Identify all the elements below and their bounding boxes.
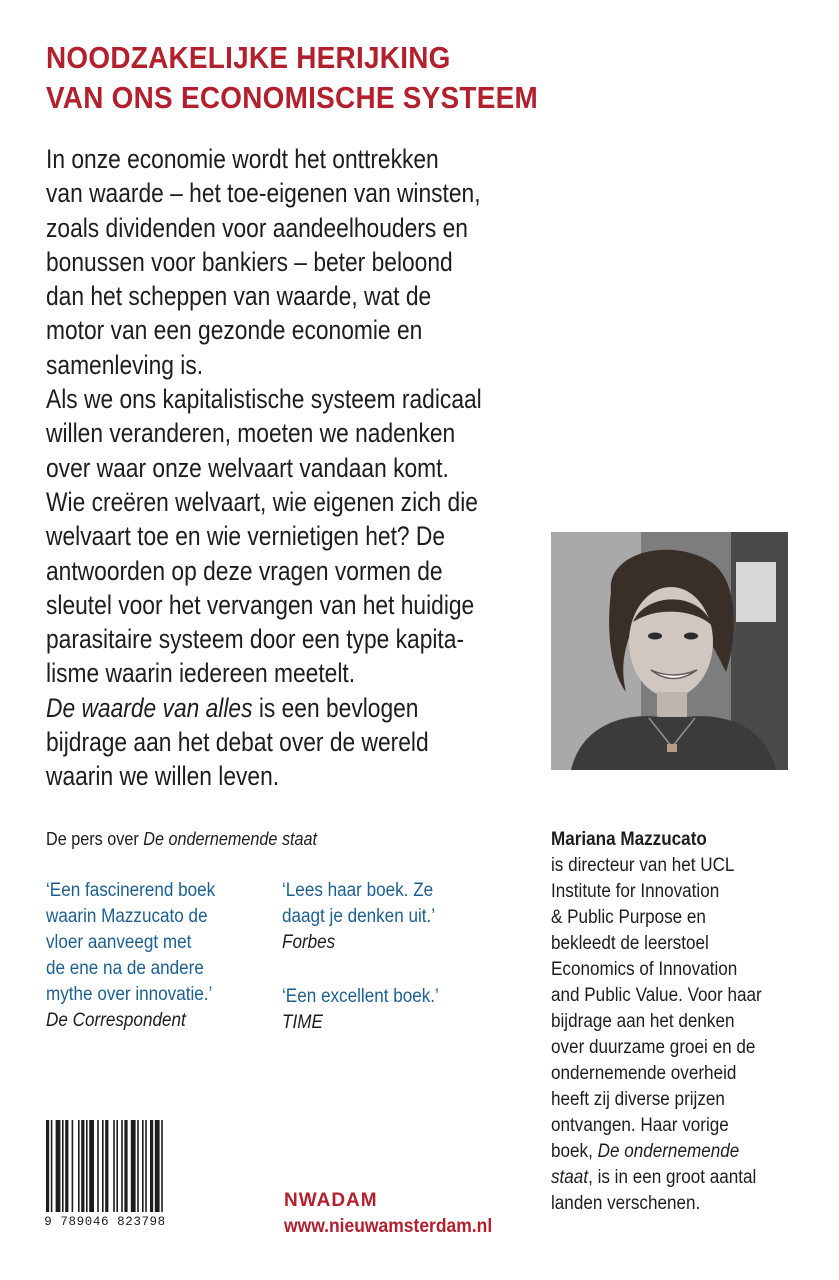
bio-line-prev-book-end — [551, 1165, 785, 1191]
bio-line-prev-book — [551, 1139, 785, 1165]
bio-line: Institute for Innovation — [551, 881, 720, 902]
quote-line: ‘Een fascinerend boek — [46, 880, 216, 901]
publisher-logo: NWADAM — [284, 1190, 378, 1211]
bio-line: and Public Value. Voor haar — [551, 985, 762, 1006]
author-name: Mariana Mazzucato — [551, 829, 707, 850]
quote-line: daagt je denken uit.’ — [282, 906, 436, 927]
press-quote-correspondent — [46, 878, 215, 1034]
press-intro: De pers over — [46, 829, 144, 849]
quote-line: ‘Lees haar boek. Ze — [282, 880, 434, 901]
blurb — [46, 142, 482, 794]
quote-source: De Correspondent — [46, 1010, 186, 1031]
blurb-line: antwoorden op deze vragen vormen de — [46, 555, 443, 586]
blurb-line: over waar onze welvaart vandaan komt. — [46, 452, 449, 483]
blurb-line: van waarde – het toe-eigenen van winsten, — [46, 178, 481, 209]
quote-source: TIME — [282, 1012, 323, 1033]
barcode-bars — [40, 1120, 170, 1216]
blurb-line: In onze economie wordt het onttrekken — [46, 144, 439, 174]
blurb-line: Als we ons kapitalistische systeem radicaal — [46, 384, 482, 415]
quote-line: mythe over innovatie.’ — [46, 984, 213, 1005]
isbn-digits: 9 789046 823798 — [44, 1215, 166, 1229]
press-quote-time — [282, 984, 439, 1036]
bio-line: bijdrage aan het denken — [551, 1011, 735, 1032]
quote-source: Forbes — [282, 932, 336, 953]
blurb-line: waarin we willen leven. — [46, 761, 280, 792]
quote-line: de ene na de andere — [46, 958, 204, 979]
blurb-line: samenleving is. — [46, 349, 204, 380]
headline-line-1: NOODZAKELIJKE HERIJKING — [46, 40, 451, 75]
author-bio — [551, 827, 785, 1217]
prev-book-title-end: staat — [551, 1167, 589, 1188]
bio-line: ontvangen. Haar vorige — [551, 1115, 729, 1136]
press-quote-forbes — [282, 878, 435, 956]
bio-line: landen verschenen. — [551, 1193, 701, 1214]
blurb-line: bijdrage aan het debat over de wereld — [46, 727, 429, 758]
bio-line: heeft zij diverse prijzen — [551, 1089, 725, 1110]
blurb-line-title — [46, 691, 476, 725]
publisher-url[interactable]: www.nieuwamsterdam.nl — [284, 1216, 493, 1237]
bio-line: is directeur van het UCL — [551, 855, 735, 876]
bio-line: Economics of Innovation — [551, 959, 738, 980]
press-heading — [46, 827, 317, 851]
quote-line: ‘Een excellent boek.’ — [282, 986, 439, 1007]
bio-line: bekleedt de leerstoel — [551, 933, 709, 954]
headline-line-2: VAN ONS ECONOMISCHE SYSTEEM — [46, 80, 538, 115]
blurb-line: willen veranderen, moeten we nadenken — [46, 418, 456, 449]
press-book-title: De ondernemende staat — [143, 829, 318, 849]
bio-line: over duurzame groei en de — [551, 1037, 756, 1058]
bio-text: boek, — [551, 1141, 598, 1162]
quote-line: waarin Mazzucato de — [46, 906, 208, 927]
blurb-line: dan het scheppen van waarde, wat de — [46, 281, 432, 312]
blurb-line: parasitaire systeem door een type kapita- — [46, 624, 465, 655]
book-title-italic: De waarde van alles — [46, 692, 253, 723]
blurb-line-after-title: is een bevlogen — [252, 692, 419, 723]
bio-line: ondernemende overheid — [551, 1063, 737, 1084]
blurb-line: bonussen voor bankiers – beter beloond — [46, 246, 453, 277]
bio-line: & Public Purpose en — [551, 907, 706, 928]
blurb-line: Wie creëren welvaart, wie eigenen zich die — [46, 486, 478, 517]
isbn-barcode — [40, 1120, 170, 1244]
blurb-line: sleutel voor het vervangen van het huidige — [46, 589, 475, 620]
prev-book-title: De ondernemende — [597, 1141, 740, 1162]
blurb-line: lisme waarin iedereen meetelt. — [46, 658, 356, 689]
blurb-line: zoals dividenden voor aandeelhouders en — [46, 212, 468, 243]
quote-line: vloer aanveegt met — [46, 932, 192, 953]
author-photo — [551, 532, 788, 770]
author-portrait-illustration — [551, 532, 788, 770]
blurb-line: welvaart toe en wie vernietigen het? De — [46, 521, 446, 552]
blurb-line: motor van een gezonde economie en — [46, 315, 423, 346]
headline — [46, 38, 538, 118]
bio-text: , is in een groot aantal — [588, 1167, 757, 1188]
